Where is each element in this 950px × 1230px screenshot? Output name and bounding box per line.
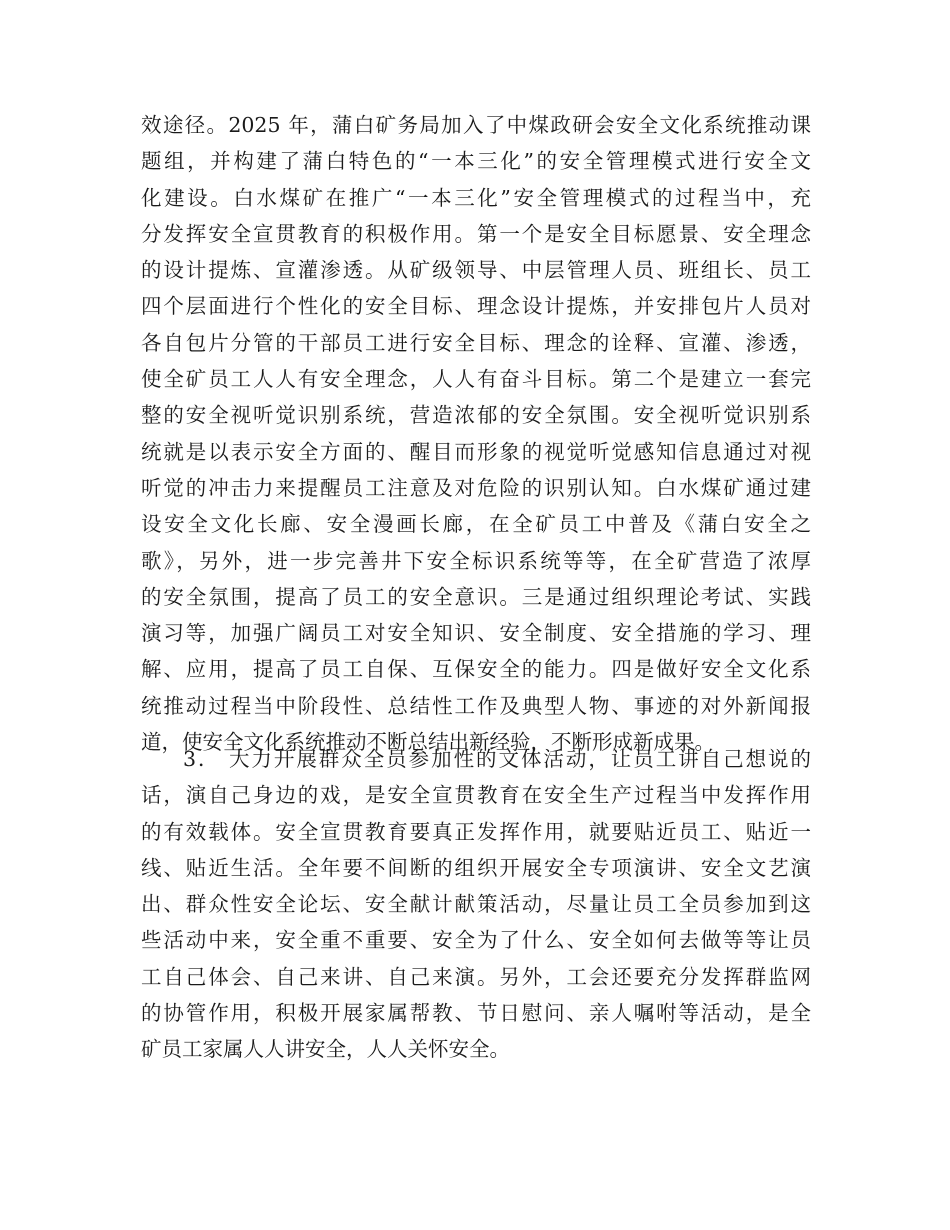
text-line: 的安全氛围，提高了员工的安全意识。三是通过组织理论考试、实践	[141, 584, 811, 609]
text-line: 分发挥安全宣贯教育的积极作用。第一个是安全目标愿景、安全理念	[141, 221, 811, 246]
text-line: 话，演自己身边的戏，是安全宣贯教育在安全生产过程当中发挥作用	[141, 783, 811, 808]
text-line: 的协管作用，积极开展家属帮教、节日慰问、亲人嘱咐等活动，是全	[141, 1001, 811, 1026]
text-line: 各自包片分管的干部员工进行安全目标、理念的诠释、宣灌、渗透，	[141, 330, 811, 355]
text-line: 化建设。白水煤矿在推广“一本三化”安全管理模式的过程当中，充	[141, 185, 811, 210]
text-line: 矿员工家属人人讲安全，人人关怀安全。	[141, 1037, 510, 1062]
text-line: 歌》，另外，进一步完善井下安全标识系统等等，在全矿营造了浓厚	[141, 548, 811, 573]
text-line: 题组，并构建了蒲白特色的“一本三化”的安全管理模式进行安全文	[141, 149, 811, 174]
text-line: 效途径。2025 年，蒲白矿务局加入了中煤政研会安全文化系统推动课	[141, 113, 811, 137]
text-line: 听觉的冲击力来提醒员工注意及对危险的识别认知。白水煤矿通过建	[141, 475, 811, 500]
text-line: 解、应用，提高了员工自保、互保安全的能力。四是做好安全文化系	[141, 657, 811, 682]
text-line: 工自己体会、自己来讲、自己来演。另外，工会还要充分发挥群监网	[141, 964, 811, 989]
text-line: 出、群众性安全论坛、安全献计献策活动，尽量让员工全员参加到这	[141, 892, 811, 917]
text-line: 演习等，加强广阔员工对安全知识、安全制度、安全措施的学习、理	[141, 621, 811, 646]
text-line: 统推动过程当中阶段性、总结性工作及典型人物、事迹的对外新闻报	[141, 693, 811, 718]
paragraph-safety-culture	[141, 107, 811, 760]
text-line: 统就是以表示安全方面的、醒目而形象的视觉听觉感知信息通过对视	[141, 439, 811, 464]
text-line: 道，使安全文化系统推动不断总结出新经验，不断形成新成果。	[141, 730, 715, 755]
text-line: 使全矿员工人人有安全理念，人人有奋斗目标。第二个是建立一套完	[141, 367, 811, 392]
text-line: 四个层面进行个性化的安全目标、理念设计提炼，并安排包片人员对	[141, 294, 811, 319]
text-line: 的有效载体。安全宣贯教育要真正发挥作用，就要贴近员工、贴近一	[141, 819, 811, 844]
text-line: 3． 大力开展群众全员参加性的文体活动，让员工讲自己想说的	[183, 747, 811, 771]
paragraph-cultural-activities	[141, 741, 811, 1068]
text-line: 些活动中来，安全重不重要、安全为了什么、安全如何去做等等让员	[141, 928, 811, 953]
text-line: 整的安全视听觉识别系统，营造浓郁的安全氛围。安全视听觉识别系	[141, 403, 811, 428]
text-line: 设安全文化长廊、安全漫画长廊，在全矿员工中普及《蒲白安全之	[141, 512, 811, 537]
text-line: 的设计提炼、宣灌渗透。从矿级领导、中层管理人员、班组长、员工	[141, 258, 811, 283]
text-line: 线、贴近生活。全年要不间断的组织开展安全专项演讲、安全文艺演	[141, 855, 811, 880]
